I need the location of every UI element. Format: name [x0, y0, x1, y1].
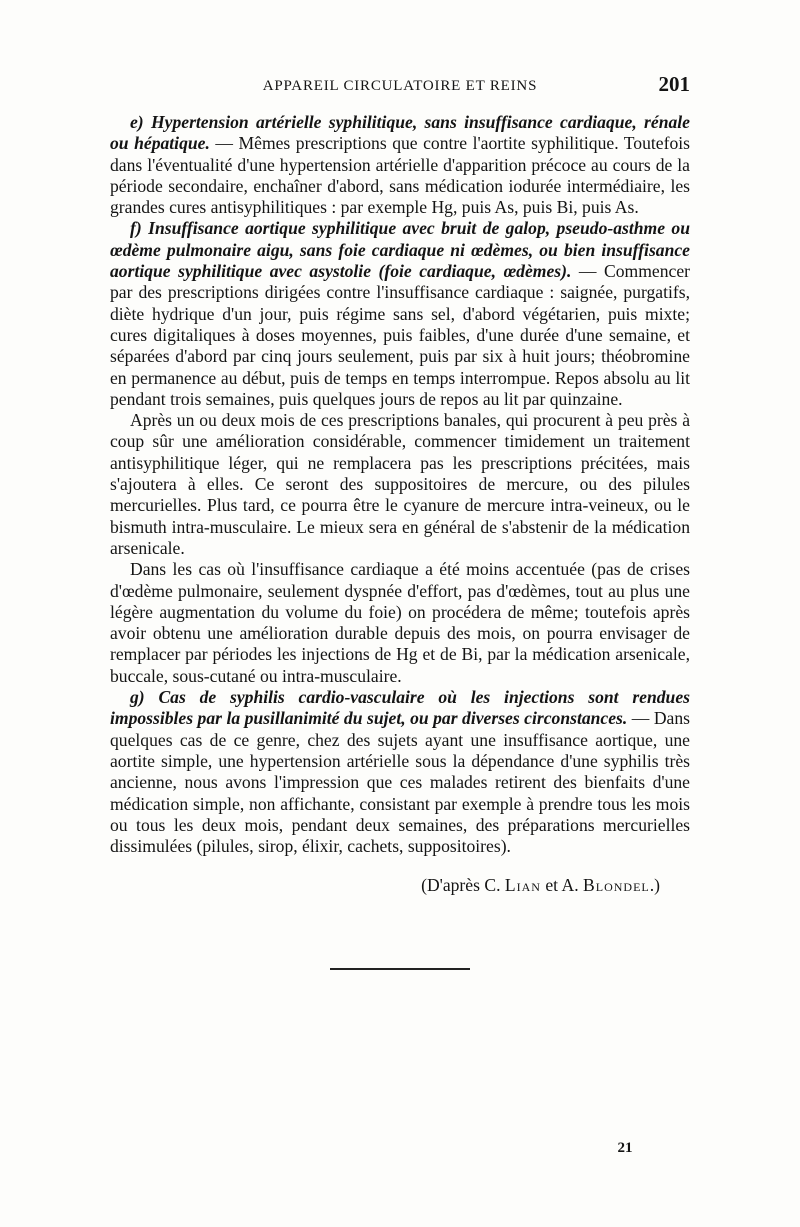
paragraph-g	[110, 687, 690, 857]
attribution-prefix: (D'après C.	[421, 875, 505, 896]
author-name: Lian	[504, 875, 541, 896]
section-heading-f: f) Insuffisance aortique syphilitique avec bruit de galop, pseudo-asthme ou œdème pulmonaire aigu, sans foie cardiaque ni œdèmes, ou bien insuffisance aortique syphilitique avec asystolie (foie cardiaque, œdèmes).	[110, 218, 690, 282]
paragraph-text: — Commencer par des prescriptions dirigées contre l'insuffisance cardiaque : saignée, purgatifs, diète hydrique d'un jour, puis régime sans sel, d'abord végétarien, puis mixte; cures digitaliques à doses moyennes, puis faibles, d'une durée d'une semaine, et séparées d'abord par cinq jours seulement, puis par six à huit jours; théobromine en permanence au début, puis de temps en temps interrompue. Repos absolu au lit pendant trois semaines, puis quelques jours de repos au lit par quinzaine.	[110, 261, 690, 409]
paragraph-text: Dans les cas où l'insuffisance cardiaque a été moins accentuée (pas de crises d'œdème pulmonaire, seulement dyspnée d'effort, pas d'œdèmes, tout au plus une légère augmentation du volume du foie) on procédera de même; toutefois après avoir obtenu une amélioration durable depuis des mois, on pourra envisager de remplacer par périodes les injections de Hg et de Bi, par la médication arsenicale, buccale, sous-cutané ou intra-musculaire.	[110, 559, 690, 686]
paragraph-text: — Dans quelques cas de ce genre, chez des sujets ayant une insuffisance aortique, une aortite simple, une hypertension artérielle sous la dépendance d'une syphilis très ancienne, nous avons l'impression que ces malades retirent des bienfaits d'une médication simple, non affichante, consistant par exemple à prendre tous les mois ou tous les deux mois, pendant deux semaines, des préparations mercurielles dissimulées (pilules, sirop, élixir, cachets, suppositoires).	[110, 708, 690, 857]
running-head: APPAREIL CIRCULATOIRE ET REINS	[262, 78, 538, 94]
author-name: Blondel	[583, 875, 650, 896]
attribution-suffix: .)	[649, 875, 660, 896]
section-divider	[330, 968, 470, 970]
section-heading-g: g) Cas de syphilis cardio-vasculaire où les injections sont rendues impossibles par la pusillanimité du sujet, ou par diverses circonstances.	[110, 687, 690, 729]
body-text	[110, 112, 690, 857]
page-header	[110, 72, 690, 102]
paragraph-text: — Mêmes prescriptions que contre l'aortite syphilitique. Toutefois dans l'éventualité d'une hypertension artérielle d'apparition précoce au cours de la période secondaire, enchaîner d'abord, sans médication iodurée intermédiaire, les grandes cures antisyphilitiques : par exemple Hg, puis As, puis Bi, puis As.	[110, 133, 690, 218]
document-page	[110, 72, 690, 970]
attribution-middle: et A.	[540, 875, 583, 896]
printer-signature: 21	[617, 1140, 633, 1156]
paragraph-text: Après un ou deux mois de ces prescriptions banales, qui procurent à peu près à coup sûr une amélioration considérable, commencer timidement un traitement antisyphilitique léger, qui ne remplacera pas les prescriptions précitées, mais s'ajoutera à elles. Ce seront des suppositoires de mercure, ou des pilules mercurielles. Plus tard, ce pourra être le cyanure de mercure intra-veineux, ou le bismuth intra-musculaire. Le mieux sera en général de s'abstenir de la médication arsenicale.	[110, 410, 690, 558]
paragraph-e	[110, 112, 690, 218]
section-heading-e: e) Hypertension artérielle syphilitique, sans insuffisance cardiaque, rénale ou hépatique.	[110, 112, 690, 154]
paragraph-f	[110, 218, 690, 410]
page-number: 201	[658, 72, 690, 96]
paragraph-cases	[110, 559, 690, 687]
attribution	[110, 875, 690, 896]
paragraph-after	[110, 410, 690, 559]
